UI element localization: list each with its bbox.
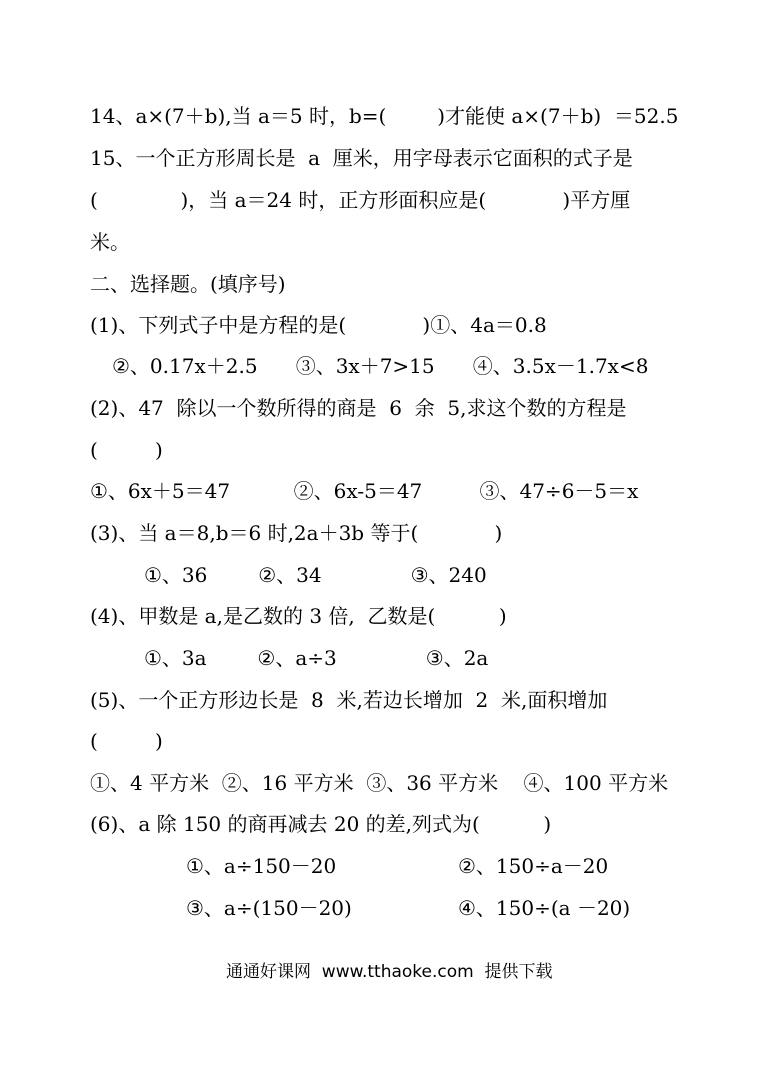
choice-6-option-2: ②、150÷a－20 bbox=[458, 854, 609, 878]
page-footer: 通通好课网 www.tthaoke.com 提供下载 bbox=[226, 962, 553, 982]
choice-5-options: ①、4 平方米 ②、16 平方米 ③、36 平方米 ④、100 平方米 bbox=[90, 771, 669, 795]
question-15-line-3: 米。 bbox=[90, 230, 130, 254]
choice-5-blank: ( ) bbox=[90, 729, 163, 753]
question-15-line-1: 15、一个正方形周长是 a 厘米，用字母表示它面积的式子是 bbox=[90, 146, 633, 170]
choice-3-options: ①、36 ②、34 ③、240 bbox=[144, 563, 487, 587]
choice-6-option-1: ①、a÷150－20 bbox=[186, 854, 337, 878]
choice-3-question: (3)、当 a＝8,b＝6 时,2a＋3b 等于( ) bbox=[90, 521, 503, 545]
choice-4-options: ①、3a ②、a÷3 ③、2a bbox=[144, 646, 489, 670]
choice-6-option-3: ③、a÷(150－20) bbox=[186, 896, 352, 920]
choice-2-question: (2)、47 除以一个数所得的商是 6 余 5,求这个数的方程是 bbox=[90, 396, 627, 420]
choice-6-option-4: ④、150÷(a －20) bbox=[458, 896, 631, 920]
choice-1-options: ②、0.17x＋2.5 ③、3x＋7>15 ④、3.5x－1.7x<8 bbox=[112, 354, 649, 378]
question-15-line-2: ( )，当 a＝24 时，正方形面积应是( )平方厘 bbox=[90, 188, 631, 212]
question-14: 14、a×(7＋b),当 a＝5 时，b=( )才能使 a×(7＋b) ＝52.5 bbox=[90, 104, 679, 128]
choice-2-options: ①、6x＋5＝47 ②、6x-5＝47 ③、47÷6－5＝x bbox=[90, 479, 639, 503]
choice-2-blank: ( ) bbox=[90, 438, 163, 462]
choice-6-question: (6)、a 除 150 的商再减去 20 的差,列式为( ) bbox=[90, 812, 552, 836]
section-heading-choice: 二、选择题。(填序号) bbox=[90, 272, 286, 296]
choice-1-question: (1)、下列式子中是方程的是( )①、4a＝0.8 bbox=[90, 313, 547, 337]
choice-4-question: (4)、甲数是 a,是乙数的 3 倍, 乙数是( ) bbox=[90, 604, 507, 628]
choice-5-question: (5)、一个正方形边长是 8 米,若边长增加 2 米,面积增加 bbox=[90, 688, 608, 712]
